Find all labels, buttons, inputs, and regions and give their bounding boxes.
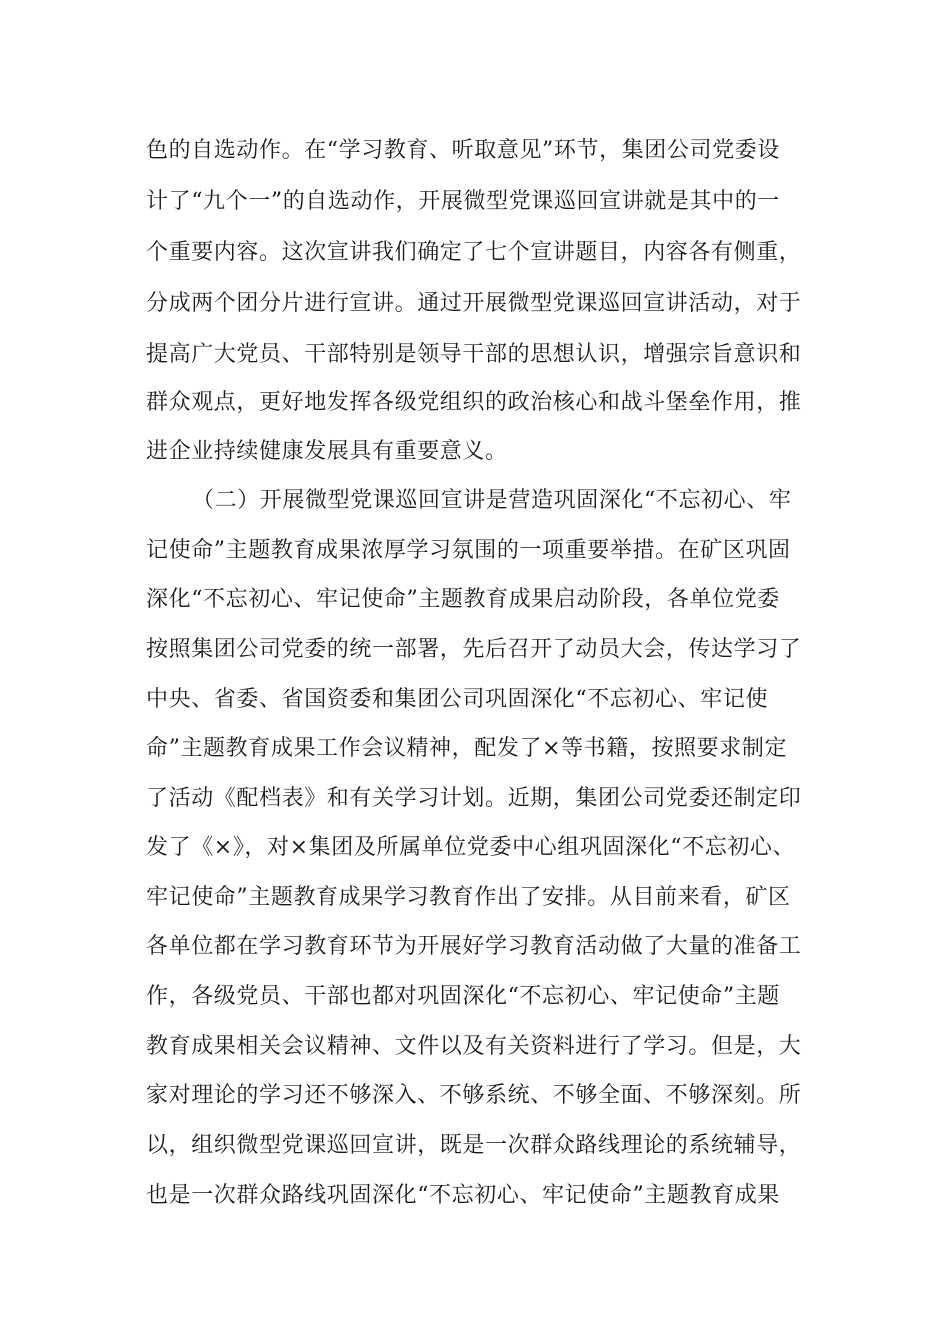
text-line-10: 深化“不忘初心、牢记使命”主题教育成果启动阶段，各单位党委: [146, 587, 780, 612]
text-line-2: 计了“九个一”的自选动作，开展微型党课巡回宣讲就是其中的一: [146, 189, 780, 214]
text-line-22: 也是一次群众路线巩固深化“不忘初心、牢记使命”主题教育成果: [146, 1183, 780, 1208]
text-line-11: 按照集团公司党委的统一部署，先后召开了动员大会，传达学习了: [146, 637, 802, 662]
text-line-14: 了活动《配档表》和有关学习计划。近期，集团公司党委还制定印: [146, 786, 802, 811]
text-line-1: 色的自选动作。在“学习教育、听取意见”环节，集团公司党委设: [146, 138, 780, 163]
text-line-19: 教育成果相关会议精神、文件以及有关资料进行了学习。但是，大: [146, 1034, 802, 1059]
text-line-4: 分成两个团分片进行宣讲。通过开展微型党课巡回宣讲活动，对于: [146, 291, 802, 316]
paragraph-heading-line: （二）开展微型党课巡回宣讲是营造巩固深化“不忘初心、牢: [192, 488, 792, 513]
text-line-6: 群众观点，更好地发挥各级党组织的政治核心和战斗堡垒作用，推: [146, 390, 802, 415]
text-line-3: 个重要内容。这次宣讲我们确定了七个宣讲题目，内容各有侧重，: [146, 240, 802, 265]
text-line-7: 进企业持续健康发展具有重要意义。: [146, 439, 508, 464]
text-line-17: 各单位都在学习教育环节为开展好学习教育活动做了大量的准备工: [146, 934, 802, 959]
text-line-21: 以，组织微型党课巡回宣讲，既是一次群众路线理论的系统辅导，: [146, 1133, 802, 1158]
text-line-20: 家对理论的学习还不够深入、不够系统、不够全面、不够深刻。所: [146, 1083, 802, 1108]
text-line-18: 作，各级党员、干部也都对巩固深化“不忘初心、牢记使命”主题: [146, 984, 780, 1009]
text-line-16: 牢记使命”主题教育成果学习教育作出了安排。从目前来看，矿区: [146, 885, 791, 910]
text-line-13: 命”主题教育成果工作会议精神，配发了×等书籍，按照要求制定: [146, 736, 788, 761]
text-line-9: 记使命”主题教育成果浓厚学习氛围的一项重要举措。在矿区巩固: [146, 538, 791, 563]
text-line-15: 发了《×》，对×集团及所属单位党委中心组巩固深化“不忘初心、: [146, 835, 796, 860]
text-line-5: 提高广大党员、干部特别是领导干部的思想认识，增强宗旨意识和: [146, 342, 802, 367]
text-line-12: 中央、省委、省国资委和集团公司巩固深化“不忘初心、牢记使: [146, 687, 769, 712]
